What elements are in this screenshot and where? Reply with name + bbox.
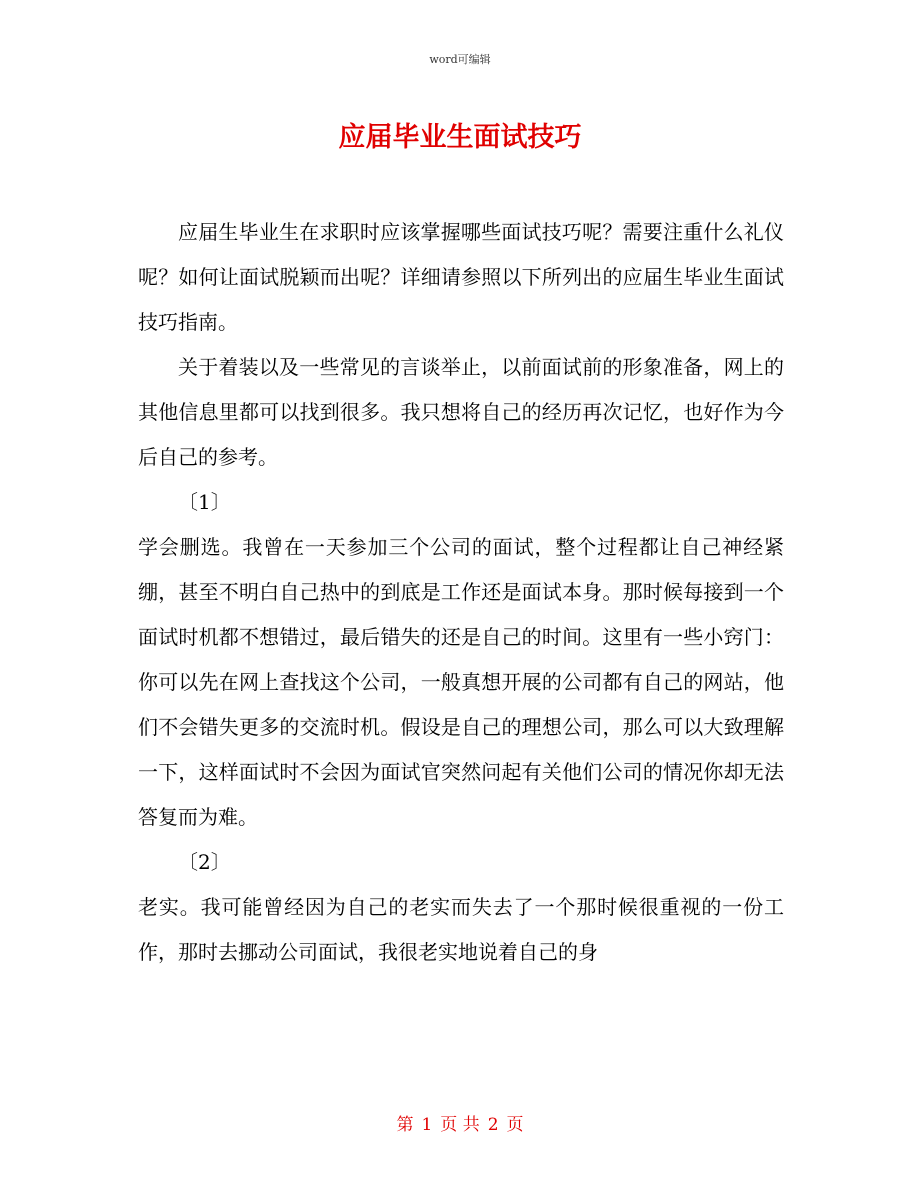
page-footer — [0, 1113, 920, 1137]
footer-page-number: 1 — [421, 1115, 433, 1135]
footer-suffix: 页 — [506, 1115, 524, 1135]
document-title: 应届毕业生面试技巧 — [338, 122, 582, 153]
paragraph-about: 关于着装以及一些常见的言谈举止，以前面试前的形象准备，网上的其他信息里都可以找到很多。我只想将自己的经历再次记忆，也好作为今后自己的参考。 — [138, 355, 784, 469]
item-1-text: 学会删选。我曾在一天参加三个公司的面试，整个过程都让自己神经紧绷，甚至不明白自己热中的到底是工作还是面试本身。那时候每接到一个面试时机都不想错过，最后错失的还是自己的时间。这里有一些小窍门：你可以先在网上查找这个公司，一般真想开展的公司都有自己的网站，他们不会错失更多的交流时机。假设是自己的理想公司，那么可以大致理解一下，这样面试时不会因为面试官突然问起有关他们公司的情况你却无法答复而为难。 — [138, 535, 784, 829]
footer-total-pages: 2 — [487, 1115, 499, 1135]
item-2-text: 老实。我可能曾经因为自己的老实而失去了一个那时候很重视的一份工作，那时去挪动公司面试，我很老实地说着自己的身 — [138, 895, 784, 964]
footer-middle: 页 共 — [440, 1115, 480, 1135]
paragraph-intro: 应届生毕业生在求职时应该掌握哪些面试技巧呢？需要注重什么礼仪呢？如何让面试脱颖而出呢？详细请参照以下所列出的应届生毕业生面试技巧指南。 — [138, 220, 784, 334]
footer-prefix: 第 — [396, 1115, 414, 1135]
item-1-marker: 〔1〕 — [178, 490, 231, 514]
item-2-marker: 〔2〕 — [178, 850, 231, 874]
document-body — [138, 210, 784, 975]
page-header: word可编辑 — [429, 53, 491, 66]
